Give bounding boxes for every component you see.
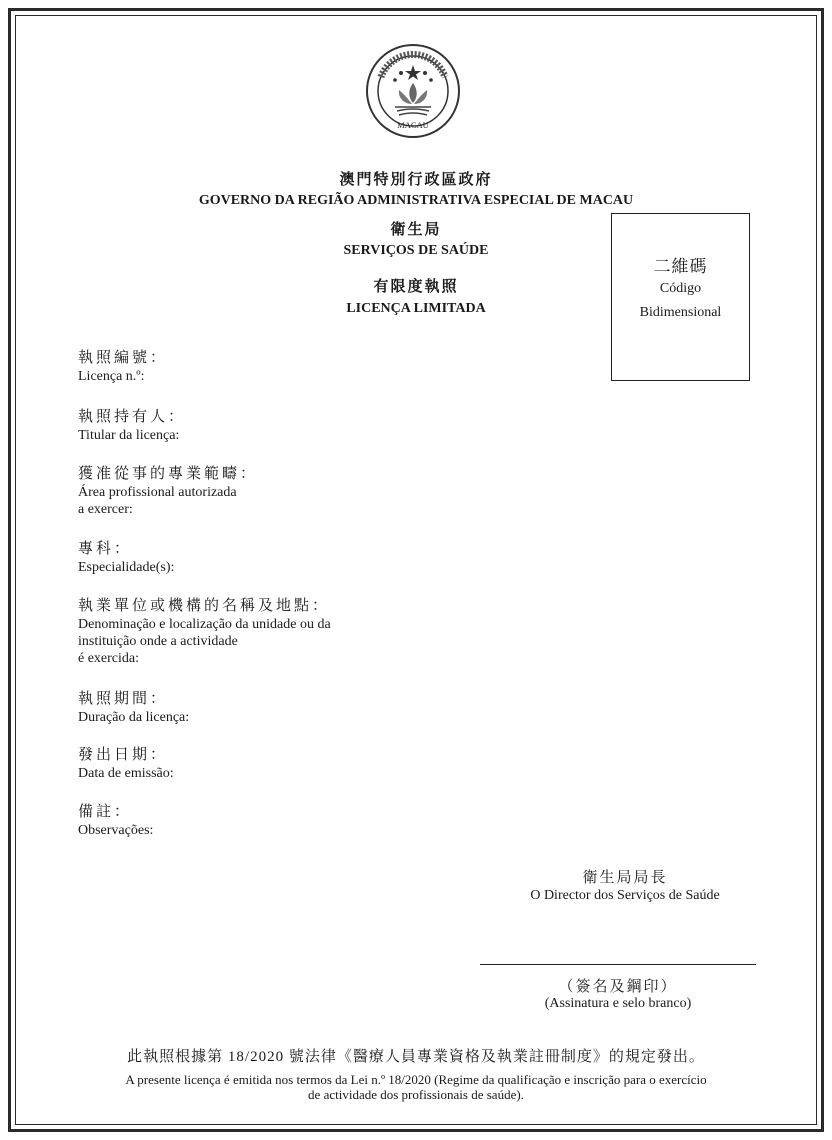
field-label-zh: 獲准從事的專業範疇：	[78, 466, 259, 482]
field-label-pt: Duração da licença:	[78, 710, 190, 725]
footer-legal-pt	[30, 1072, 802, 1102]
qr-label-zh: 二維碼	[653, 257, 708, 276]
field-observations	[78, 803, 153, 839]
qr-code-box	[611, 213, 750, 381]
footer-legal-zh: 此執照根據第 18/2020 號法律《醫療人員專業資格及執業註冊制度》的規定發出。	[127, 1049, 705, 1065]
emblem-label: MACAU	[397, 120, 429, 130]
field-label-pt: é exercida:	[78, 651, 140, 666]
field-practice-location	[78, 597, 331, 667]
field-label-zh: 備註：	[78, 804, 133, 820]
field-license-duration	[78, 690, 189, 726]
field-label-pt: Denominação e localização da unidade ou da	[78, 617, 331, 632]
field-label-pt: Titular da licença:	[78, 428, 180, 443]
director-title-zh: 衛生局局長	[582, 870, 668, 886]
macau-emblem-icon	[365, 43, 461, 139]
field-label-pt: instituição onde a actividade	[78, 634, 238, 649]
field-label-zh: 執照編號：	[78, 350, 169, 366]
signature-label-zh: （簽名及鋼印）	[558, 979, 678, 995]
field-label-zh: 發出日期：	[78, 747, 169, 763]
field-label-pt: Licença n.º:	[78, 369, 145, 384]
government-title-zh: 澳門特別行政區政府	[339, 172, 493, 188]
director-title-pt: O Director dos Serviços de Saúde	[530, 888, 720, 903]
qr-label-pt-1: Código	[659, 281, 702, 296]
field-label-pt: Especialidade(s):	[78, 560, 175, 575]
field-label-pt: a exercer:	[78, 502, 133, 517]
document-title-pt: LICENÇA LIMITADA	[346, 301, 486, 316]
field-specialty	[78, 540, 174, 576]
field-label-pt: Data de emissão:	[78, 766, 174, 781]
signature-label-pt: (Assinatura e selo branco)	[544, 996, 692, 1011]
field-label-zh: 執業單位或機構的名稱及地點：	[78, 598, 331, 614]
field-issue-date	[78, 746, 174, 782]
field-license-holder	[78, 408, 186, 444]
department-title-pt: SERVIÇOS DE SAÚDE	[343, 243, 489, 258]
qr-label-pt-2: Bidimensional	[639, 305, 722, 320]
government-title-pt: GOVERNO DA REGIÃO ADMINISTRATIVA ESPECIAL DE MACAU	[198, 193, 634, 208]
footer-legal-pt-line2: de actividade dos profissionais de saúde).	[308, 1087, 524, 1102]
field-label-pt: Observações:	[78, 823, 154, 838]
field-professional-area	[78, 465, 258, 518]
field-label-zh: 執照持有人：	[78, 409, 187, 425]
field-license-number	[78, 349, 168, 385]
signature-line	[480, 964, 756, 965]
field-label-pt: Área profissional autorizada	[78, 485, 237, 500]
footer-legal-pt-line1: A presente licença é emitida nos termos da Lei n.º 18/2020 (Regime da qualificação e inscrição para o exercício	[125, 1072, 707, 1087]
document-title-zh: 有限度執照	[373, 279, 459, 295]
field-label-zh: 執照期間：	[78, 691, 169, 707]
field-label-zh: 專科：	[78, 541, 133, 557]
department-title-zh: 衛生局	[390, 222, 442, 238]
